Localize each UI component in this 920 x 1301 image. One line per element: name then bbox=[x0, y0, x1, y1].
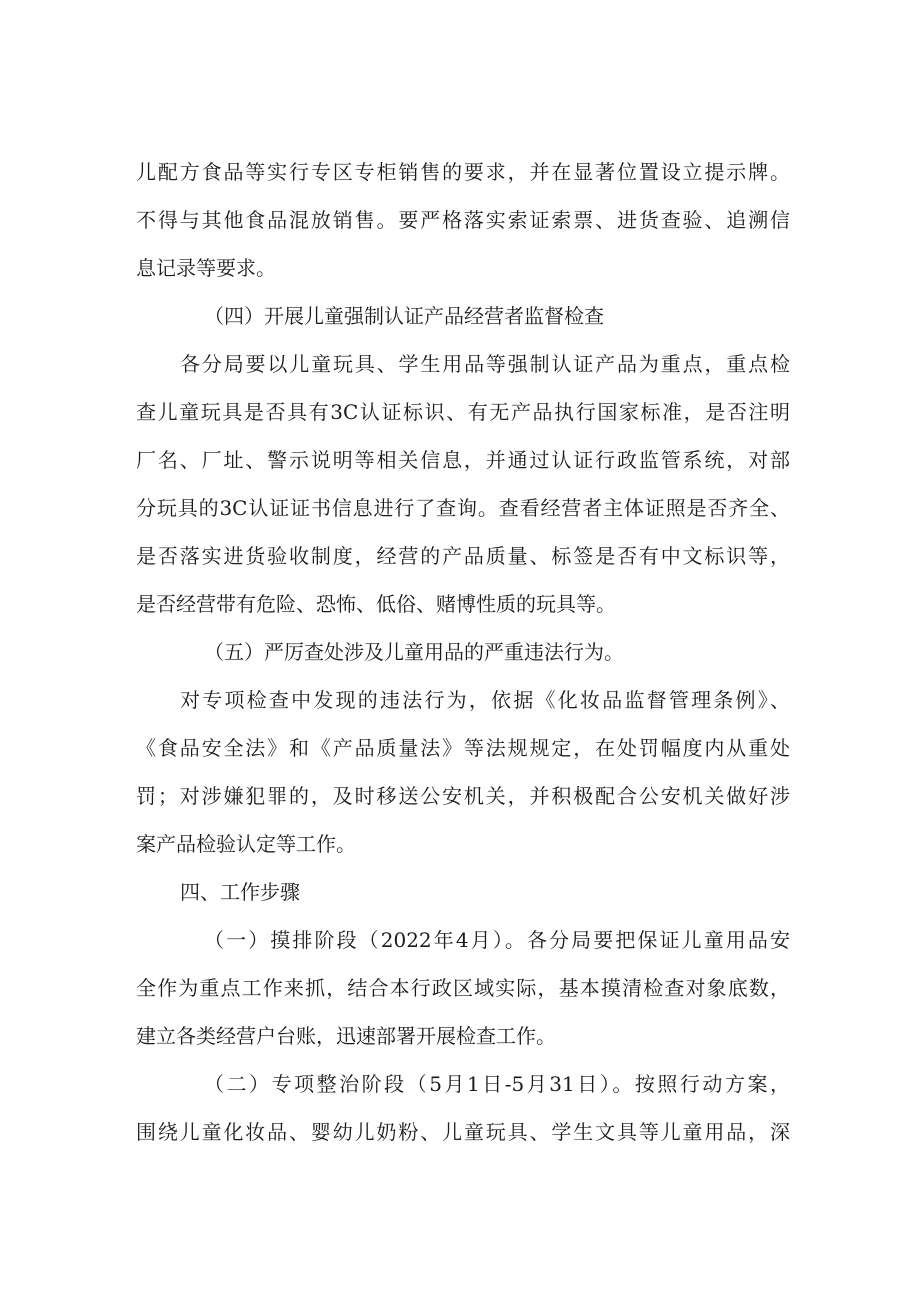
heading-text: （五）严厉查处涉及儿童用品的严重违法行为。 bbox=[204, 640, 624, 664]
text-line: 对专项检查中发现的违法行为，依据《化妆品监督管理条例》、 bbox=[180, 688, 790, 712]
text-line: 罚；对涉嫌犯罪的，及时移送公安机关，并积极配合公安机关做好涉 bbox=[136, 784, 790, 808]
text-line: 建立各类经营户台账，迅速部署开展检查工作。 bbox=[136, 1024, 556, 1048]
paragraph-investigation-stage bbox=[136, 916, 790, 1060]
text-line: 是否落实进货验收制度，经营的产品质量、标签是否有中文标识等， bbox=[136, 544, 790, 568]
heading-text: （四）开展儿童强制认证产品经营者监督检查 bbox=[204, 304, 604, 328]
text-line: 厂名、厂址、警示说明等相关信息，并通过认证行政监管系统，对部 bbox=[136, 448, 790, 472]
text-line: 全作为重点工作来抓，结合本行政区域实际，基本摸清检查对象底数， bbox=[136, 976, 790, 1000]
heading-text: 四、工作步骤 bbox=[180, 880, 300, 904]
paragraph-rectification-stage bbox=[136, 1060, 790, 1156]
text-line: 围绕儿童化妆品、婴幼儿奶粉、儿童玩具、学生文具等儿童用品，深 bbox=[136, 1120, 790, 1144]
paragraph-infant-food-sales bbox=[136, 148, 790, 292]
text-line: 是否经营带有危险、恐怖、低俗、赌博性质的玩具等。 bbox=[136, 592, 616, 616]
text-line: 查儿童玩具是否具有3C认证标识、有无产品执行国家标准，是否注明 bbox=[136, 400, 790, 424]
text-line: （一）摸排阶段（2022年4月）。各分局要把保证儿童用品安 bbox=[204, 928, 790, 952]
heading-work-steps bbox=[136, 868, 790, 916]
text-line: 分玩具的3C认证证书信息进行了查询。查看经营者主体证照是否齐全、 bbox=[136, 496, 790, 520]
text-line: （二）专项整治阶段（5月1日-5月31日）。按照行动方案， bbox=[204, 1072, 790, 1096]
heading-section-5 bbox=[136, 628, 790, 676]
text-line: 不得与其他食品混放销售。要严格落实索证索票、进货查验、追溯信 bbox=[136, 208, 790, 232]
paragraph-certification-inspection bbox=[136, 340, 790, 628]
heading-section-4 bbox=[136, 292, 790, 340]
text-line: 儿配方食品等实行专区专柜销售的要求，并在显著位置设立提示牌。 bbox=[136, 160, 790, 184]
text-line: 《食品安全法》和《产品质量法》等法规规定，在处罚幅度内从重处 bbox=[136, 736, 790, 760]
text-line: 息记录等要求。 bbox=[136, 256, 276, 280]
paragraph-illegal-acts bbox=[136, 676, 790, 868]
document-body bbox=[136, 148, 790, 1156]
text-line: 各分局要以儿童玩具、学生用品等强制认证产品为重点，重点检 bbox=[180, 352, 790, 376]
text-line: 案产品检验认定等工作。 bbox=[136, 832, 356, 856]
